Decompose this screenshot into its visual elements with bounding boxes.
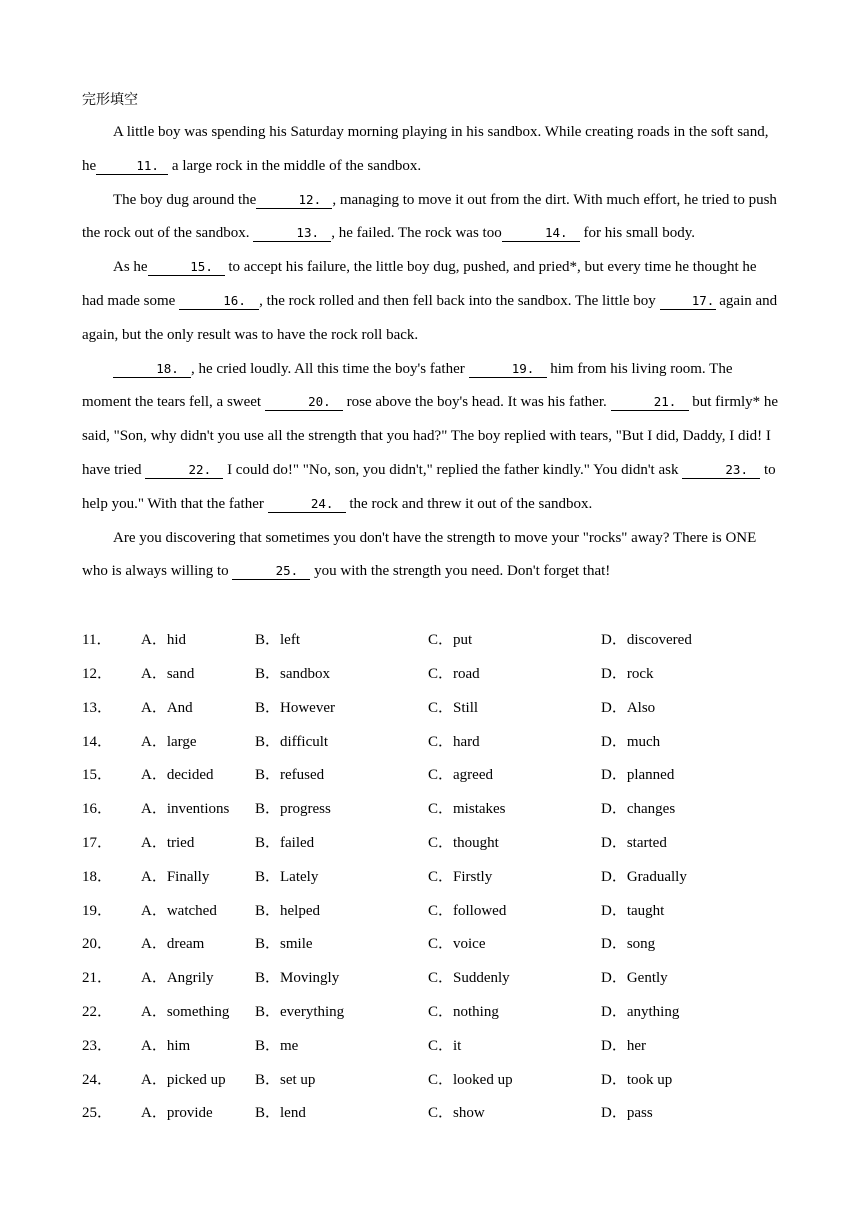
blank-13[interactable]: 13. xyxy=(253,225,331,242)
option-letter: B． xyxy=(255,801,281,817)
text: A little boy was spending his Saturday morning playing in his sandbox. While creating roads in the soft sand, he xyxy=(82,124,769,174)
option-a[interactable] xyxy=(82,662,194,686)
option-text: followed xyxy=(453,903,507,919)
option-b[interactable] xyxy=(255,1000,344,1024)
option-letter: B． xyxy=(255,734,281,750)
question-number: 15． xyxy=(82,767,113,783)
question-number: 21． xyxy=(82,970,113,986)
option-letter: D． xyxy=(601,632,627,648)
question-number: 13． xyxy=(82,700,113,716)
option-letter: A． xyxy=(141,936,167,952)
question-row xyxy=(82,696,782,720)
option-letter: B． xyxy=(255,767,281,783)
blank-24[interactable]: 24. xyxy=(268,496,346,513)
question-row xyxy=(82,966,782,990)
section-title: 完形填空 xyxy=(82,92,138,108)
option-letter: B． xyxy=(255,632,281,648)
option-text: discovered xyxy=(626,632,692,648)
question-number: 24． xyxy=(82,1072,113,1088)
question-row xyxy=(82,730,782,754)
option-a[interactable] xyxy=(82,696,193,720)
option-letter: D． xyxy=(601,1072,627,1088)
option-letter: A． xyxy=(141,869,167,885)
paragraph-3 xyxy=(82,251,780,352)
option-a[interactable] xyxy=(82,797,229,821)
option-a[interactable] xyxy=(82,1000,229,1024)
option-a[interactable] xyxy=(82,730,197,754)
option-a[interactable] xyxy=(82,831,194,855)
option-c[interactable] xyxy=(428,1068,513,1092)
option-text: Finally xyxy=(166,869,210,885)
option-letter: A． xyxy=(141,1038,167,1054)
option-letter: A． xyxy=(141,801,167,817)
option-a[interactable] xyxy=(82,763,213,787)
option-text: something xyxy=(166,1004,230,1020)
option-text: thought xyxy=(453,835,499,851)
option-c[interactable] xyxy=(428,831,499,855)
question-number: 12． xyxy=(82,666,113,682)
question-row xyxy=(82,899,782,923)
option-c[interactable] xyxy=(428,763,493,787)
option-text: voice xyxy=(453,936,486,952)
question-number: 16． xyxy=(82,801,113,817)
text: , managing to move it out from the dirt. With much effort, he tried to push the rock out of the sandbox. xyxy=(82,191,777,242)
option-text: refused xyxy=(280,767,325,783)
option-text: hid xyxy=(166,632,187,648)
option-c[interactable] xyxy=(428,696,478,720)
option-a[interactable] xyxy=(82,1101,213,1125)
option-c[interactable] xyxy=(428,899,506,923)
option-letter: D． xyxy=(601,936,627,952)
option-b[interactable] xyxy=(255,932,313,956)
option-text: provide xyxy=(166,1105,213,1121)
option-d[interactable] xyxy=(601,932,655,956)
option-d[interactable] xyxy=(601,831,667,855)
option-c[interactable] xyxy=(428,1034,461,1058)
blank-14[interactable]: 14. xyxy=(502,225,580,242)
text: for his small body. xyxy=(579,225,696,242)
blank-20[interactable]: 20. xyxy=(265,394,343,411)
option-letter: C． xyxy=(428,632,454,648)
option-text: him xyxy=(166,1038,191,1054)
blank-15[interactable]: 15. xyxy=(148,259,225,276)
option-text: nothing xyxy=(453,1004,499,1020)
option-text: sand xyxy=(166,666,195,682)
option-text: difficult xyxy=(280,734,329,750)
option-letter: C． xyxy=(428,1105,454,1121)
option-text: set up xyxy=(280,1072,316,1088)
option-b[interactable] xyxy=(255,730,328,754)
option-text: watched xyxy=(166,903,217,919)
option-a[interactable] xyxy=(82,899,217,923)
option-d[interactable] xyxy=(601,696,655,720)
option-letter: A． xyxy=(141,1105,167,1121)
option-text: Movingly xyxy=(280,970,340,986)
option-d[interactable] xyxy=(601,1068,672,1092)
option-text: mistakes xyxy=(453,801,506,817)
option-d[interactable] xyxy=(601,966,668,990)
text: the rock and threw it out of the sandbox. xyxy=(345,495,593,512)
option-text: rock xyxy=(626,666,654,682)
option-text: looked up xyxy=(453,1072,513,1088)
blank-12[interactable]: 12. xyxy=(256,192,332,209)
blank-25[interactable]: 25. xyxy=(232,563,310,580)
option-letter: B． xyxy=(255,869,281,885)
option-letter: C． xyxy=(428,1004,454,1020)
option-letter: A． xyxy=(141,632,167,648)
text: As he xyxy=(113,259,148,276)
blank-16[interactable]: 16. xyxy=(179,293,259,310)
cloze-passage xyxy=(82,116,780,589)
option-text: everything xyxy=(280,1004,345,1020)
option-letter: D． xyxy=(601,970,627,986)
option-letter: C． xyxy=(428,869,454,885)
option-letter: C． xyxy=(428,1072,454,1088)
text: rose above the boy's head. It was his father. xyxy=(342,394,611,411)
option-d[interactable] xyxy=(601,662,654,686)
question-row xyxy=(82,662,782,686)
option-letter: B． xyxy=(255,1038,281,1054)
option-a[interactable] xyxy=(82,932,204,956)
question-number: 20． xyxy=(82,936,113,952)
option-letter: B． xyxy=(255,1004,281,1020)
option-d[interactable] xyxy=(601,763,674,787)
option-letter: A． xyxy=(141,970,167,986)
option-text: Suddenly xyxy=(453,970,510,986)
paragraph-5 xyxy=(82,522,780,590)
option-text: show xyxy=(453,1105,485,1121)
option-letter: C． xyxy=(428,801,454,817)
text: a large rock in the middle of the sandbox. xyxy=(168,157,422,174)
option-letter: D． xyxy=(601,1105,627,1121)
text: to help you." With that the father xyxy=(82,461,776,512)
option-letter: D． xyxy=(601,1004,627,1020)
option-d[interactable] xyxy=(601,730,660,754)
option-text: her xyxy=(626,1038,646,1054)
option-text: large xyxy=(166,734,197,750)
blank-17[interactable]: 17. xyxy=(660,293,716,310)
blank-18[interactable]: 18. xyxy=(113,361,191,378)
option-text: road xyxy=(453,666,480,682)
text: I could do!" "No, son, you didn't," replied the father kindly." You didn't ask xyxy=(223,461,683,478)
blank-11[interactable]: 11. xyxy=(96,158,168,175)
option-c[interactable] xyxy=(428,730,480,754)
text: Are you discovering that sometimes you don't have the strength to move your "rocks" away? There is ONE who is always willing to xyxy=(82,529,757,580)
question-row xyxy=(82,797,782,821)
question-number: 23． xyxy=(82,1038,113,1054)
option-text: However xyxy=(280,700,335,716)
option-text: much xyxy=(626,734,661,750)
option-c[interactable] xyxy=(428,865,492,889)
option-text: picked up xyxy=(166,1072,226,1088)
option-text: helped xyxy=(280,903,320,919)
option-text: Firstly xyxy=(453,869,493,885)
option-b[interactable] xyxy=(255,1034,298,1058)
option-text: put xyxy=(453,632,473,648)
option-text: started xyxy=(626,835,667,851)
option-c[interactable] xyxy=(428,932,486,956)
option-a[interactable] xyxy=(82,865,209,889)
text: , he cried loudly. All this time the boy's father xyxy=(191,360,469,377)
option-text: me xyxy=(280,1038,299,1054)
option-text: left xyxy=(280,632,301,648)
option-letter: D． xyxy=(601,801,627,817)
option-b[interactable] xyxy=(255,1068,315,1092)
option-text: inventions xyxy=(166,801,230,817)
option-b[interactable] xyxy=(255,628,300,652)
option-text: anything xyxy=(626,1004,680,1020)
option-b[interactable] xyxy=(255,966,339,990)
option-letter: A． xyxy=(141,767,167,783)
option-text: smile xyxy=(280,936,313,952)
option-letter: C． xyxy=(428,835,454,851)
option-text: Gently xyxy=(626,970,668,986)
question-row xyxy=(82,1000,782,1024)
option-letter: D． xyxy=(601,903,627,919)
option-d[interactable] xyxy=(601,1101,653,1125)
option-a[interactable] xyxy=(82,1034,190,1058)
option-text: took up xyxy=(626,1072,673,1088)
option-text: And xyxy=(166,700,193,716)
option-letter: A． xyxy=(141,1072,167,1088)
option-text: agreed xyxy=(453,767,493,783)
question-number: 22． xyxy=(82,1004,113,1020)
option-letter: D． xyxy=(601,835,627,851)
option-text: hard xyxy=(453,734,480,750)
option-d[interactable] xyxy=(601,797,675,821)
question-number: 11． xyxy=(82,632,112,648)
blank-22[interactable]: 22. xyxy=(145,462,223,479)
option-text: failed xyxy=(280,835,315,851)
option-text: Also xyxy=(626,700,656,716)
blank-23[interactable]: 23. xyxy=(682,462,760,479)
option-text: sandbox xyxy=(280,666,331,682)
option-b[interactable] xyxy=(255,763,324,787)
option-a[interactable] xyxy=(82,628,186,652)
option-letter: B． xyxy=(255,1072,281,1088)
option-b[interactable] xyxy=(255,831,314,855)
option-d[interactable] xyxy=(601,865,687,889)
question-number: 18． xyxy=(82,869,113,885)
option-a[interactable] xyxy=(82,1068,226,1092)
question-row xyxy=(82,865,782,889)
question-row xyxy=(82,831,782,855)
question-number: 14． xyxy=(82,734,113,750)
option-d[interactable] xyxy=(601,1034,646,1058)
text: him from his living room. The moment the tears fell, a sweet xyxy=(82,360,733,411)
option-letter: B． xyxy=(255,666,281,682)
option-letter: A． xyxy=(141,1004,167,1020)
option-letter: C． xyxy=(428,1038,454,1054)
option-c[interactable] xyxy=(428,1000,499,1024)
paragraph-2 xyxy=(82,184,780,252)
option-text: planned xyxy=(626,767,675,783)
option-text: dream xyxy=(166,936,205,952)
option-letter: D． xyxy=(601,700,627,716)
option-letter: D． xyxy=(601,1038,627,1054)
option-letter: C． xyxy=(428,734,454,750)
question-number: 19． xyxy=(82,903,113,919)
text: to accept his failure, the little boy dug, pushed, and pried*, but every time he thought he had made some xyxy=(82,259,757,309)
paragraph-1 xyxy=(82,116,780,184)
blank-21[interactable]: 21. xyxy=(611,394,689,411)
option-letter: A． xyxy=(141,734,167,750)
option-letter: C． xyxy=(428,903,454,919)
option-b[interactable] xyxy=(255,899,320,923)
question-row xyxy=(82,763,782,787)
option-letter: A． xyxy=(141,903,167,919)
option-c[interactable] xyxy=(428,797,506,821)
text: but firmly* he said, "Son, why didn't you use all the strength that you had?" The boy replied with tears, "But I did, Daddy, I did! I have tried xyxy=(82,394,779,478)
option-text: Gradually xyxy=(626,869,687,885)
option-letter: C． xyxy=(428,936,454,952)
question-row xyxy=(82,1034,782,1058)
option-letter: C． xyxy=(428,666,454,682)
question-row xyxy=(82,932,782,956)
text: , the rock rolled and then fell back into the sandbox. The little boy xyxy=(259,292,660,309)
option-text: changes xyxy=(626,801,676,817)
option-letter: B． xyxy=(255,903,281,919)
option-text: progress xyxy=(280,801,331,817)
text: again and again, but the only result was to have the rock roll back. xyxy=(82,292,778,343)
question-number: 25． xyxy=(82,1105,113,1121)
option-text: Still xyxy=(453,700,479,716)
option-c[interactable] xyxy=(428,628,472,652)
option-text: Lately xyxy=(280,869,319,885)
option-letter: A． xyxy=(141,835,167,851)
option-letter: C． xyxy=(428,767,454,783)
option-b[interactable] xyxy=(255,696,335,720)
option-d[interactable] xyxy=(601,628,692,652)
question-row xyxy=(82,1101,782,1125)
option-b[interactable] xyxy=(255,797,331,821)
option-text: taught xyxy=(626,903,665,919)
option-letter: B． xyxy=(255,970,281,986)
option-c[interactable] xyxy=(428,662,480,686)
option-letter: C． xyxy=(428,700,454,716)
option-letter: D． xyxy=(601,767,627,783)
option-letter: B． xyxy=(255,936,281,952)
option-letter: C． xyxy=(428,970,454,986)
option-letter: B． xyxy=(255,1105,281,1121)
option-text: it xyxy=(453,1038,462,1054)
option-b[interactable] xyxy=(255,1101,306,1125)
question-row xyxy=(82,628,782,652)
option-letter: B． xyxy=(255,835,281,851)
option-d[interactable] xyxy=(601,1000,679,1024)
option-text: Angrily xyxy=(166,970,214,986)
option-b[interactable] xyxy=(255,662,330,686)
paragraph-4 xyxy=(82,353,780,522)
option-letter: A． xyxy=(141,700,167,716)
option-a[interactable] xyxy=(82,966,214,990)
option-text: tried xyxy=(166,835,195,851)
option-letter: D． xyxy=(601,869,627,885)
option-text: lend xyxy=(280,1105,306,1121)
text: you with the strength you need. Don't forget that! xyxy=(310,563,611,580)
option-letter: B． xyxy=(255,700,281,716)
text: , he failed. The rock was too xyxy=(331,225,502,242)
question-number: 17． xyxy=(82,835,113,851)
option-text: song xyxy=(626,936,656,952)
option-letter: A． xyxy=(141,666,167,682)
option-letter: D． xyxy=(601,734,627,750)
option-letter: D． xyxy=(601,666,627,682)
option-b[interactable] xyxy=(255,865,318,889)
option-text: pass xyxy=(626,1105,653,1121)
option-text: decided xyxy=(166,767,214,783)
option-c[interactable] xyxy=(428,966,510,990)
question-row xyxy=(82,1068,782,1092)
option-c[interactable] xyxy=(428,1101,485,1125)
option-d[interactable] xyxy=(601,899,664,923)
text: The boy dug around the xyxy=(113,191,257,208)
blank-19[interactable]: 19. xyxy=(469,361,547,378)
